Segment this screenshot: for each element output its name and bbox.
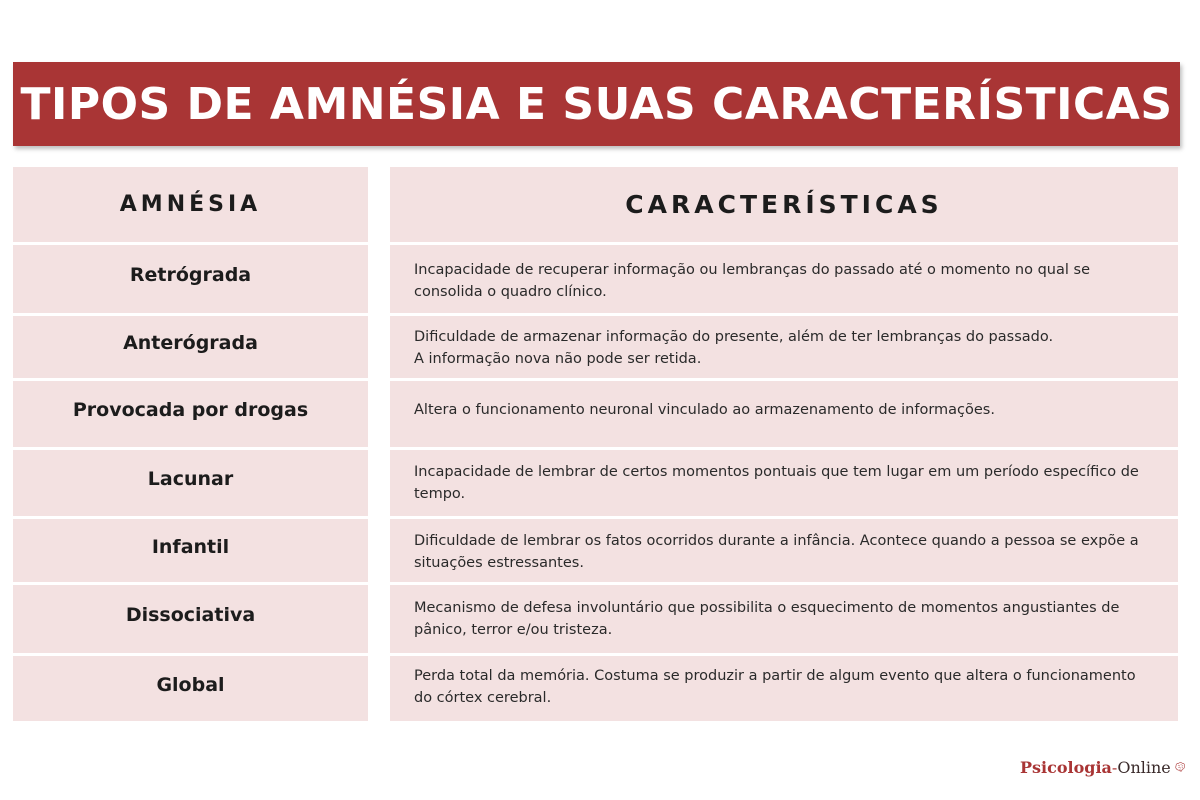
desc-text: Mecanismo de defesa involuntário que possibilita o esquecimento de momentos angustiantes de pânico, terror e/ou tristeza.: [414, 600, 1120, 638]
desc-cell-dissociativa: [390, 585, 1178, 653]
page-title: TIPOS DE AMNÉSIA E SUAS CARACTERÍSTICAS: [20, 78, 1173, 130]
title-banner: [13, 62, 1180, 146]
type-label: Lacunar: [147, 468, 234, 490]
desc-text: Incapacidade de recuperar informação ou lembranças do passado até o momento no qual se consolida o quadro clínico.: [414, 262, 1090, 300]
type-cell-global: [13, 656, 368, 721]
logo-wordmark: [1020, 758, 1171, 777]
type-cell-lacunar: [13, 450, 368, 516]
desc-column-header: [390, 167, 1178, 242]
type-label: Anterógrada: [123, 332, 258, 354]
desc-cell-retrograda: [390, 245, 1178, 313]
desc-text: Perda total da memória. Costuma se produzir a partir de algum evento que altera o funcionamento do córtex cerebral.: [414, 668, 1136, 706]
desc-cell-anterograda: [390, 316, 1178, 378]
type-cell-dissociativa: [13, 585, 368, 653]
logo-part2: Online: [1117, 757, 1171, 777]
type-cell-retrograda: [13, 245, 368, 313]
desc-cell-global: [390, 656, 1178, 721]
type-label: Retrógrada: [129, 264, 252, 286]
type-cell-anterograda: [13, 316, 368, 378]
desc-text: Dificuldade de lembrar os fatos ocorridos durante a infância. Acontece quando a pessoa se expõe a situações estressantes.: [414, 533, 1139, 571]
type-column-header-label: AMNÉSIA: [119, 192, 262, 217]
desc-text: Incapacidade de lembrar de certos momentos pontuais que tem lugar em um período específico de tempo.: [414, 464, 1139, 502]
type-cell-infantil: [13, 519, 368, 582]
desc-cell-lacunar: [390, 450, 1178, 516]
desc-text: Dificuldade de armazenar informação do presente, além de ter lembranças do passado. A informação nova não pode ser retida.: [414, 329, 1054, 367]
type-label: Infantil: [151, 535, 230, 558]
type-label: Provocada por drogas: [72, 399, 309, 421]
logo-separator: -: [1111, 757, 1118, 777]
brain-icon: [1175, 754, 1185, 780]
desc-cell-drogas: [390, 381, 1178, 447]
type-label: Global: [156, 673, 225, 696]
desc-cell-infantil: [390, 519, 1178, 582]
type-column-header: [13, 167, 368, 242]
logo-part1: Psicologia: [1020, 757, 1112, 777]
desc-text: Altera o funcionamento neuronal vinculado ao armazenamento de informações.: [414, 402, 995, 418]
type-label: Dissociativa: [125, 604, 256, 626]
brand-logo: [1020, 752, 1185, 782]
type-cell-drogas: [13, 381, 368, 447]
desc-column-header-label: CARACTERÍSTICAS: [625, 190, 943, 219]
